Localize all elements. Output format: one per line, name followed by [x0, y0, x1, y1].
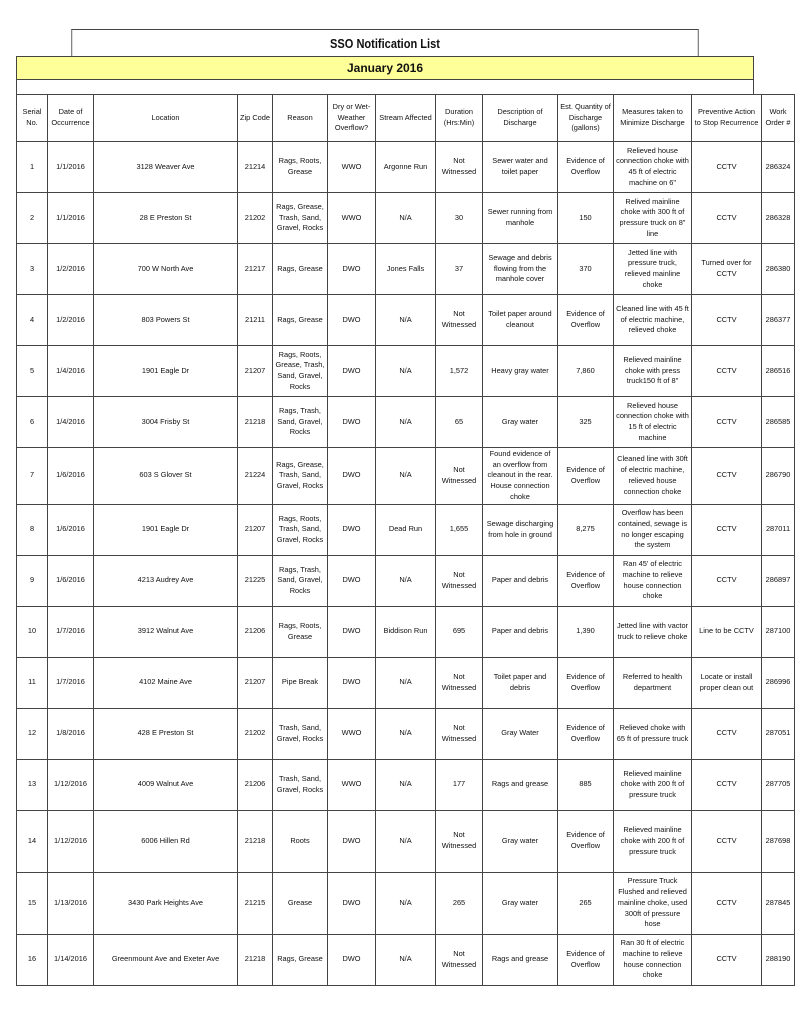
- cell-quantity: 325: [558, 397, 614, 448]
- cell-duration: Not Witnessed: [436, 295, 483, 346]
- cell-preventive: CCTV: [692, 555, 762, 606]
- cell-preventive: Line to be CCTV: [692, 606, 762, 657]
- cell-stream: N/A: [376, 708, 436, 759]
- cell-date: 1/14/2016: [48, 934, 94, 985]
- header-description: Description of Discharge: [483, 95, 558, 142]
- cell-reason: Grease: [273, 872, 328, 934]
- cell-duration: 65: [436, 397, 483, 448]
- cell-workorder: 286328: [762, 193, 795, 244]
- cell-workorder: 287845: [762, 872, 795, 934]
- table-header: [17, 95, 795, 142]
- header-preventive: Preventive Action to Stop Recurrence: [692, 95, 762, 142]
- table-row: [17, 295, 795, 346]
- cell-preventive: CCTV: [692, 708, 762, 759]
- table-row: [17, 657, 795, 708]
- cell-date: 1/6/2016: [48, 555, 94, 606]
- cell-preventive: CCTV: [692, 934, 762, 985]
- cell-duration: Not Witnessed: [436, 142, 483, 193]
- cell-serial: 13: [17, 759, 48, 810]
- cell-weather: DWO: [328, 295, 376, 346]
- cell-measures: Ran 30 ft of electric machine to relieve house connection choke: [614, 934, 692, 985]
- cell-preventive: CCTV: [692, 810, 762, 872]
- cell-location: 1901 Eagle Dr: [94, 346, 238, 397]
- cell-reason: Rags, Roots, Grease, Trash, Sand, Gravel, Rocks: [273, 346, 328, 397]
- cell-workorder: 287698: [762, 810, 795, 872]
- cell-workorder: 286516: [762, 346, 795, 397]
- cell-weather: DWO: [328, 244, 376, 295]
- cell-zip: 21218: [238, 397, 273, 448]
- cell-date: 1/8/2016: [48, 708, 94, 759]
- cell-description: Gray Water: [483, 708, 558, 759]
- cell-description: Rags and grease: [483, 759, 558, 810]
- cell-workorder: 288190: [762, 934, 795, 985]
- cell-weather: DWO: [328, 448, 376, 505]
- cell-serial: 5: [17, 346, 48, 397]
- cell-stream: N/A: [376, 555, 436, 606]
- cell-workorder: 286377: [762, 295, 795, 346]
- cell-duration: Not Witnessed: [436, 708, 483, 759]
- cell-description: Sewer water and toilet paper: [483, 142, 558, 193]
- cell-preventive: CCTV: [692, 295, 762, 346]
- cell-location: 28 E Preston St: [94, 193, 238, 244]
- cell-weather: WWO: [328, 142, 376, 193]
- cell-preventive: CCTV: [692, 759, 762, 810]
- header-location: Location: [94, 95, 238, 142]
- cell-measures: Referred to health department: [614, 657, 692, 708]
- cell-weather: DWO: [328, 810, 376, 872]
- cell-serial: 15: [17, 872, 48, 934]
- cell-reason: Trash, Sand, Gravel, Rocks: [273, 759, 328, 810]
- cell-stream: N/A: [376, 657, 436, 708]
- cell-measures: Pressure Truck Flushed and relieved mainline choke, used 300ft of pressure hose: [614, 872, 692, 934]
- cell-serial: 2: [17, 193, 48, 244]
- cell-serial: 4: [17, 295, 48, 346]
- cell-serial: 12: [17, 708, 48, 759]
- cell-zip: 21211: [238, 295, 273, 346]
- cell-workorder: 286324: [762, 142, 795, 193]
- cell-location: 4213 Audrey Ave: [94, 555, 238, 606]
- cell-duration: Not Witnessed: [436, 810, 483, 872]
- cell-date: 1/1/2016: [48, 193, 94, 244]
- cell-zip: 21218: [238, 810, 273, 872]
- cell-description: Paper and debris: [483, 606, 558, 657]
- table-row: [17, 193, 795, 244]
- cell-stream: Biddison Run: [376, 606, 436, 657]
- cell-weather: WWO: [328, 193, 376, 244]
- cell-zip: 21202: [238, 193, 273, 244]
- cell-duration: 695: [436, 606, 483, 657]
- cell-reason: Rags, Grease, Trash, Sand, Gravel, Rocks: [273, 448, 328, 505]
- table-row: [17, 934, 795, 985]
- cell-reason: Rags, Roots, Grease: [273, 606, 328, 657]
- cell-description: Toilet paper and debris: [483, 657, 558, 708]
- table-row: [17, 142, 795, 193]
- cell-serial: 7: [17, 448, 48, 505]
- cell-description: Found evidence of an overflow from cleanout in the rear. House connection choke: [483, 448, 558, 505]
- cell-quantity: 885: [558, 759, 614, 810]
- cell-date: 1/1/2016: [48, 142, 94, 193]
- cell-stream: N/A: [376, 810, 436, 872]
- cell-reason: Rags, Roots, Grease: [273, 142, 328, 193]
- cell-date: 1/2/2016: [48, 295, 94, 346]
- cell-stream: N/A: [376, 759, 436, 810]
- cell-preventive: CCTV: [692, 142, 762, 193]
- cell-workorder: 286380: [762, 244, 795, 295]
- cell-description: Rags and grease: [483, 934, 558, 985]
- cell-duration: 177: [436, 759, 483, 810]
- cell-serial: 3: [17, 244, 48, 295]
- cell-workorder: 286585: [762, 397, 795, 448]
- cell-duration: Not Witnessed: [436, 934, 483, 985]
- cell-stream: Dead Run: [376, 504, 436, 555]
- cell-measures: Relieved house connection choke with 45 ft of electric machine on 6": [614, 142, 692, 193]
- cell-location: 4009 Walnut Ave: [94, 759, 238, 810]
- cell-measures: Jetted line with vactor truck to relieve choke: [614, 606, 692, 657]
- cell-weather: DWO: [328, 504, 376, 555]
- cell-location: Greenmount Ave and Exeter Ave: [94, 934, 238, 985]
- cell-measures: Relieved mainline choke with 200 ft of pressure truck: [614, 810, 692, 872]
- table-row: [17, 810, 795, 872]
- cell-measures: Jetted line with pressure truck, relieved mainline choke: [614, 244, 692, 295]
- cell-reason: Rags, Trash, Sand, Gravel, Rocks: [273, 555, 328, 606]
- cell-serial: 6: [17, 397, 48, 448]
- cell-serial: 9: [17, 555, 48, 606]
- cell-measures: Relieved choke with 65 ft of pressure truck: [614, 708, 692, 759]
- header-date: Date of Occurrence: [48, 95, 94, 142]
- table-row: [17, 606, 795, 657]
- cell-reason: Trash, Sand, Gravel, Rocks: [273, 708, 328, 759]
- cell-zip: 21207: [238, 504, 273, 555]
- cell-weather: DWO: [328, 606, 376, 657]
- table-row: [17, 244, 795, 295]
- cell-quantity: 7,860: [558, 346, 614, 397]
- cell-duration: Not Witnessed: [436, 448, 483, 505]
- cell-quantity: 8,275: [558, 504, 614, 555]
- cell-date: 1/7/2016: [48, 657, 94, 708]
- cell-preventive: Turned over for CCTV: [692, 244, 762, 295]
- cell-measures: Cleaned line with 45 ft of electric machine, relieved choke: [614, 295, 692, 346]
- cell-reason: Rags, Grease: [273, 295, 328, 346]
- cell-description: Gray water: [483, 872, 558, 934]
- header-workorder: Work Order #: [762, 95, 795, 142]
- cell-preventive: CCTV: [692, 346, 762, 397]
- cell-quantity: Evidence of Overflow: [558, 708, 614, 759]
- header-serial: Serial No.: [17, 95, 48, 142]
- cell-zip: 21206: [238, 759, 273, 810]
- cell-weather: DWO: [328, 555, 376, 606]
- cell-location: 3004 Frisby St: [94, 397, 238, 448]
- header-measures: Measures taken to Minimize Discharge: [614, 95, 692, 142]
- cell-quantity: Evidence of Overflow: [558, 810, 614, 872]
- cell-quantity: Evidence of Overflow: [558, 448, 614, 505]
- cell-workorder: 286790: [762, 448, 795, 505]
- cell-weather: DWO: [328, 397, 376, 448]
- cell-weather: DWO: [328, 872, 376, 934]
- cell-stream: N/A: [376, 193, 436, 244]
- cell-preventive: CCTV: [692, 193, 762, 244]
- cell-workorder: 286897: [762, 555, 795, 606]
- header-duration: Duration (Hrs:Min): [436, 95, 483, 142]
- table-row: [17, 708, 795, 759]
- cell-preventive: CCTV: [692, 872, 762, 934]
- cell-zip: 21202: [238, 708, 273, 759]
- cell-duration: Not Witnessed: [436, 555, 483, 606]
- cell-location: 3128 Weaver Ave: [94, 142, 238, 193]
- cell-reason: Rags, Grease: [273, 244, 328, 295]
- cell-duration: 265: [436, 872, 483, 934]
- cell-workorder: 287011: [762, 504, 795, 555]
- cell-weather: DWO: [328, 346, 376, 397]
- cell-quantity: Evidence of Overflow: [558, 142, 614, 193]
- cell-description: Toilet paper around cleanout: [483, 295, 558, 346]
- cell-stream: N/A: [376, 397, 436, 448]
- cell-workorder: 287100: [762, 606, 795, 657]
- cell-location: 1901 Eagle Dr: [94, 504, 238, 555]
- cell-zip: 21207: [238, 346, 273, 397]
- cell-weather: DWO: [328, 934, 376, 985]
- cell-duration: 30: [436, 193, 483, 244]
- cell-serial: 16: [17, 934, 48, 985]
- cell-preventive: CCTV: [692, 448, 762, 505]
- cell-weather: WWO: [328, 759, 376, 810]
- cell-date: 1/2/2016: [48, 244, 94, 295]
- cell-date: 1/12/2016: [48, 810, 94, 872]
- cell-reason: Rags, Roots, Trash, Sand, Gravel, Rocks: [273, 504, 328, 555]
- cell-description: Sewage and debris flowing from the manhole cover: [483, 244, 558, 295]
- cell-measures: Relieved mainline choke with 200 ft of pressure truck: [614, 759, 692, 810]
- cell-description: Heavy gray water: [483, 346, 558, 397]
- header-quantity: Est. Quantity of Discharge (gallons): [558, 95, 614, 142]
- table-row: [17, 759, 795, 810]
- cell-stream: N/A: [376, 934, 436, 985]
- table-row: [17, 555, 795, 606]
- cell-weather: WWO: [328, 708, 376, 759]
- cell-location: 700 W North Ave: [94, 244, 238, 295]
- cell-zip: 21225: [238, 555, 273, 606]
- cell-description: Paper and debris: [483, 555, 558, 606]
- cell-serial: 10: [17, 606, 48, 657]
- cell-location: 4102 Maine Ave: [94, 657, 238, 708]
- header-weather: Dry or Wet-Weather Overflow?: [328, 95, 376, 142]
- cell-date: 1/6/2016: [48, 504, 94, 555]
- cell-stream: Argonne Run: [376, 142, 436, 193]
- table-row: [17, 872, 795, 934]
- cell-quantity: 150: [558, 193, 614, 244]
- cell-measures: Cleaned line with 30ft of electric machine, relieved house connection choke: [614, 448, 692, 505]
- cell-zip: 21224: [238, 448, 273, 505]
- table-row: [17, 504, 795, 555]
- table-row: [17, 448, 795, 505]
- cell-quantity: 1,390: [558, 606, 614, 657]
- cell-quantity: Evidence of Overflow: [558, 657, 614, 708]
- cell-preventive: CCTV: [692, 397, 762, 448]
- cell-serial: 14: [17, 810, 48, 872]
- cell-description: Gray water: [483, 810, 558, 872]
- cell-stream: N/A: [376, 448, 436, 505]
- cell-stream: N/A: [376, 872, 436, 934]
- cell-description: Sewer running from manhole: [483, 193, 558, 244]
- cell-zip: 21215: [238, 872, 273, 934]
- cell-zip: 21217: [238, 244, 273, 295]
- cell-location: 428 E Preston St: [94, 708, 238, 759]
- cell-location: 3430 Park Heights Ave: [94, 872, 238, 934]
- cell-location: 603 S Glover St: [94, 448, 238, 505]
- cell-measures: Overflow has been contained, sewage is no longer escaping the system: [614, 504, 692, 555]
- cell-stream: N/A: [376, 295, 436, 346]
- cell-stream: N/A: [376, 346, 436, 397]
- cell-serial: 1: [17, 142, 48, 193]
- table-body: [17, 142, 795, 986]
- header-zip: Zip Code: [238, 95, 273, 142]
- spacer: [16, 80, 754, 94]
- cell-measures: Relieved mainline choke with press truck150 ft of 8": [614, 346, 692, 397]
- cell-reason: Roots: [273, 810, 328, 872]
- cell-date: 1/7/2016: [48, 606, 94, 657]
- cell-reason: Pipe Break: [273, 657, 328, 708]
- header-stream: Stream Affected: [376, 95, 436, 142]
- cell-measures: Ran 45' of electric machine to relieve house connection choke: [614, 555, 692, 606]
- cell-date: 1/13/2016: [48, 872, 94, 934]
- cell-workorder: 287705: [762, 759, 795, 810]
- cell-quantity: Evidence of Overflow: [558, 934, 614, 985]
- cell-reason: Rags, Grease, Trash, Sand, Gravel, Rocks: [273, 193, 328, 244]
- cell-zip: 21207: [238, 657, 273, 708]
- table-row: [17, 397, 795, 448]
- cell-weather: DWO: [328, 657, 376, 708]
- cell-zip: 21218: [238, 934, 273, 985]
- cell-measures: Relieved house connection choke with 15 ft of electric machine: [614, 397, 692, 448]
- cell-description: Gray water: [483, 397, 558, 448]
- cell-reason: Rags, Grease: [273, 934, 328, 985]
- cell-date: 1/4/2016: [48, 397, 94, 448]
- cell-quantity: Evidence of Overflow: [558, 295, 614, 346]
- cell-duration: Not Witnessed: [436, 657, 483, 708]
- cell-zip: 21214: [238, 142, 273, 193]
- cell-serial: 11: [17, 657, 48, 708]
- sso-sheet: [16, 29, 791, 986]
- cell-duration: 37: [436, 244, 483, 295]
- cell-description: Sewage discharging from hole in ground: [483, 504, 558, 555]
- cell-workorder: 287051: [762, 708, 795, 759]
- table-row: [17, 346, 795, 397]
- cell-measures: Relived mainline choke with 300 ft of pressure truck on 8" line: [614, 193, 692, 244]
- month-banner: January 2016: [16, 56, 754, 80]
- header-reason: Reason: [273, 95, 328, 142]
- cell-quantity: 370: [558, 244, 614, 295]
- cell-preventive: Locate or install proper clean out: [692, 657, 762, 708]
- cell-stream: Jones Falls: [376, 244, 436, 295]
- cell-serial: 8: [17, 504, 48, 555]
- page-title: SSO Notification List: [71, 29, 698, 56]
- cell-reason: Rags, Trash, Sand, Gravel, Rocks: [273, 397, 328, 448]
- cell-duration: 1,655: [436, 504, 483, 555]
- cell-duration: 1,572: [436, 346, 483, 397]
- cell-date: 1/4/2016: [48, 346, 94, 397]
- cell-date: 1/12/2016: [48, 759, 94, 810]
- cell-location: 803 Powers St: [94, 295, 238, 346]
- cell-preventive: CCTV: [692, 504, 762, 555]
- cell-quantity: 265: [558, 872, 614, 934]
- cell-location: 3912 Walnut Ave: [94, 606, 238, 657]
- cell-location: 6006 Hillen Rd: [94, 810, 238, 872]
- cell-quantity: Evidence of Overflow: [558, 555, 614, 606]
- cell-date: 1/6/2016: [48, 448, 94, 505]
- sso-table: [16, 94, 795, 986]
- cell-zip: 21206: [238, 606, 273, 657]
- cell-workorder: 286996: [762, 657, 795, 708]
